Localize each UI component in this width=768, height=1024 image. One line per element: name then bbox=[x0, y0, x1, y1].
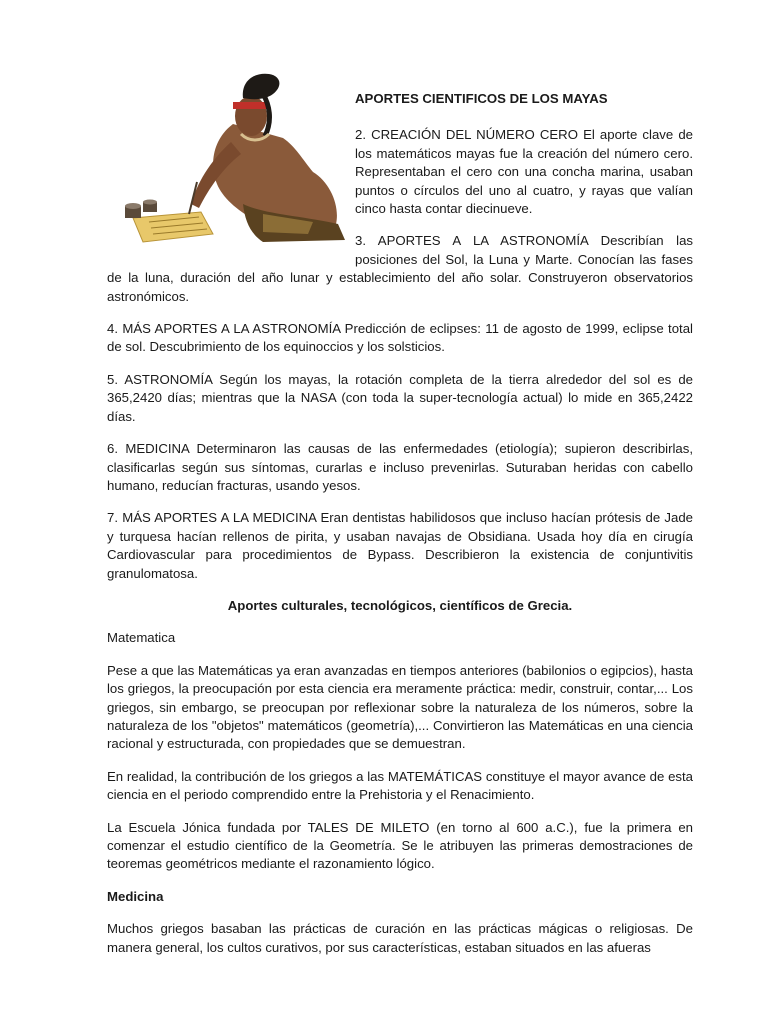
greece-heading: Aportes culturales, tecnológicos, científicos de Grecia. bbox=[227, 597, 573, 613]
paragraph-more-medicine: 7. MÁS APORTES A LA MEDICINA Eran dentistas habilidosos que incluso hacían prótesis de Jade y turquesa hacían rellenos de pirita, y usaban navajas de Obsidiana. Usada hoy día en cirugía Cardiovascular para procedimientos de Bypass. Describieron la existencia de conjuntivitis granulomatosa. bbox=[107, 510, 693, 581]
medicine-label: Medicina bbox=[107, 888, 164, 904]
paragraph-greek-medicine: Muchos griegos basaban las prácticas de curación en las prácticas mágicas o religiosas. De manera general, los cultos curativos, por sus características, estaban situados en las afueras bbox=[107, 921, 693, 955]
paragraph-astronomy: 3. APORTES A LA ASTRONOMÍA Describían las posiciones del Sol, la Luna y Marte. Conocían las fases de la luna, duración del año lunar y establecimiento del año solar. Construyeron observatorios astronómicos. bbox=[107, 233, 693, 304]
paragraph-more-astronomy: 4. MÁS APORTES A LA ASTRONOMÍA Predicción de eclipses: 11 de agosto de 1999, eclipse total de sol. Descubrimiento de los equinoccios y los solsticios. bbox=[107, 321, 693, 355]
paragraph-greek-math: Pese a que las Matemáticas ya eran avanzadas en tiempos anteriores (babilonios o egipcios), hasta los griegos, la preocupación por esta ciencia era meramente práctica: medir, construir, contar,... Los griegos, sin embargo, se preocupan por reflexionar sobre la naturaleza de los números, sobre la naturaleza de los "objetos" matemáticos (geometría),... Convirtieron las Matemáticas en una ciencia racional y estructurada, con propiedades que se demuestran. bbox=[107, 662, 693, 752]
paragraph-greek-contribution: En realidad, la contribución de los griegos a las MATEMÁTICAS constituye el mayor avance de esta ciencia en el periodo comprendido entre la Prehistoria y el Renacimiento. bbox=[107, 768, 693, 803]
maya-scribe-icon bbox=[113, 64, 349, 248]
paragraph-medicine: 6. MEDICINA Determinaron las causas de las enfermedades (etiología); supieron describirlas, clasificarlas según sus síntomas, curarlas e incluso prevenirlas. Suturaban heridas con cabello humano, reducían fracturas, usando yesos. bbox=[107, 441, 693, 493]
document-body bbox=[107, 90, 693, 971]
paragraph-zero: 2. CREACIÓN DEL NÚMERO CERO El aporte clave de los matemáticos mayas fue la creación del número cero. Representaban el cero con una concha marina, usaban puntos o círculos del uno al cuatro, y rayas que valían cinco hasta contar diecinueve. bbox=[355, 127, 693, 217]
maya-title: APORTES CIENTIFICOS DE LOS MAYAS bbox=[355, 91, 608, 106]
maya-scribe-illustration bbox=[113, 64, 349, 248]
math-label: Matematica bbox=[107, 630, 176, 646]
paragraph-astronomy-rotation: 5. ASTRONOMÍA Según los mayas, la rotación completa de la tierra alrededor del sol es de 365,2420 días; mientras que la NASA (con toda la super-tecnología actual) lo mide en 365,2422 días. bbox=[107, 371, 693, 424]
paragraph-thales: La Escuela Jónica fundada por TALES DE MILETO (en torno al 600 a.C.), fue la primera en comenzar el estudio científico de la Geometría. Se le atribuyen las primeras demostraciones de teoremas geométricos mediante el razonamiento lógico. bbox=[107, 819, 693, 872]
